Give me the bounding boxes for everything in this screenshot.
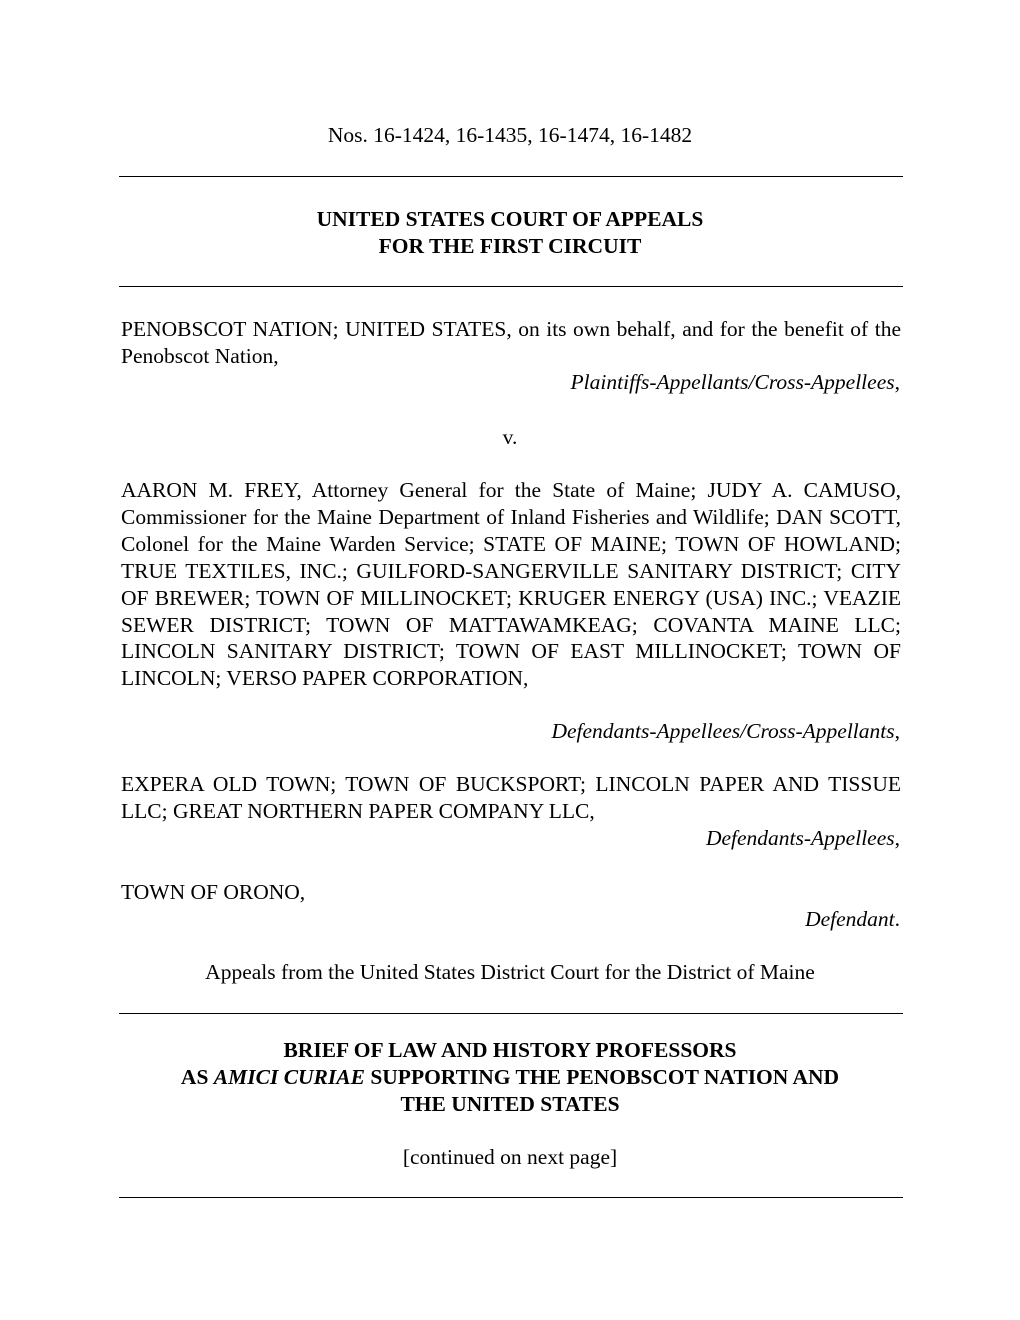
defendants-appellees-role bbox=[706, 825, 900, 852]
court-name-line1: UNITED STATES COURT OF APPEALS bbox=[316, 207, 704, 231]
defendants-cross-role-text: Defendants-Appellees/Cross-Appellants bbox=[551, 719, 895, 743]
defendants-appellees-names: EXPERA OLD TOWN; TOWN OF BUCKSPORT; LINCOLN PAPER AND TISSUE LLC; GREAT NORTHERN PAPER COMPANY LLC, bbox=[121, 772, 901, 823]
defendant-role-punct: . bbox=[894, 907, 900, 931]
appeal-line: Appeals from the United States District Court for the District of Maine bbox=[205, 960, 815, 984]
versus: v. bbox=[502, 425, 518, 449]
defendants-appellees-role-text: Defendants-Appellees bbox=[705, 826, 895, 850]
brief-title-amici-curiae: AMICI CURIAE bbox=[213, 1065, 365, 1089]
defendant-role bbox=[805, 906, 900, 933]
defendants-cross-role-punct: , bbox=[894, 719, 900, 743]
defendants-cross-role bbox=[551, 718, 900, 745]
horizontal-rule bbox=[119, 286, 903, 287]
horizontal-rule bbox=[119, 1197, 903, 1198]
brief-title-line1: BRIEF OF LAW AND HISTORY PROFESSORS bbox=[283, 1038, 737, 1062]
plaintiffs-names: PENOBSCOT NATION; UNITED STATES, on its own behalf, and for the benefit of the Penobscot Nation, bbox=[121, 317, 901, 368]
brief-title-line2-suffix: SUPPORTING THE PENOBSCOT NATION AND bbox=[364, 1065, 840, 1089]
docket-numbers: Nos. 16-1424, 16-1435, 16-1474, 16-1482 bbox=[327, 123, 693, 147]
horizontal-rule bbox=[119, 1013, 903, 1014]
defendant-names: TOWN OF ORONO, bbox=[121, 880, 306, 904]
plaintiffs-role-text: Plaintiffs-Appellants/Cross-Appellees bbox=[570, 370, 895, 394]
brief-title-line2 bbox=[0, 1064, 1020, 1091]
defendant-role-text: Defendant bbox=[805, 907, 895, 931]
defendants-appellees-role-punct: , bbox=[894, 826, 900, 850]
horizontal-rule bbox=[119, 176, 903, 177]
court-name-line2: FOR THE FIRST CIRCUIT bbox=[378, 234, 642, 258]
continued-note: [continued on next page] bbox=[402, 1145, 618, 1169]
plaintiffs-role-punct: , bbox=[894, 370, 900, 394]
brief-title-line3: THE UNITED STATES bbox=[400, 1092, 620, 1116]
brief-title-line2-prefix: AS bbox=[180, 1065, 214, 1089]
plaintiffs-role bbox=[571, 369, 900, 396]
defendants-cross-names: AARON M. FREY, Attorney General for the State of Maine; JUDY A. CAMUSO, Commissioner for the Maine Department of Inland Fisheries and Wildlife; DAN SCOTT, Colonel for the Maine Warden Service; STATE OF MAINE; TOWN OF HOWLAND; TRUE TEXTILES, INC.; GUILFORD-SANGERVILLE SANITARY DISTRICT; CITY OF BREWER; TOWN OF MILLINOCKET; KRUGER ENERGY (USA) INC.; VEAZIE SEWER DISTRICT; TOWN OF MATTAWAMKEAG; COVANTA MAINE LLC; LINCOLN SANITARY DISTRICT; TOWN OF EAST MILLINOCKET; TOWN OF LINCOLN; VERSO PAPER CORPORATION, bbox=[121, 478, 901, 691]
